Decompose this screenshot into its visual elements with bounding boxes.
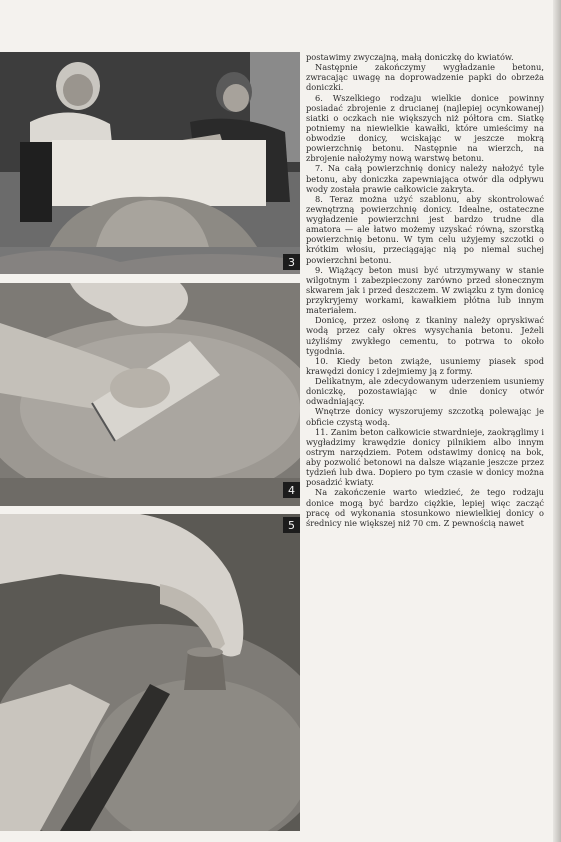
paragraph-spraying: Donicę, przez osłonę z tkaniny należy opryskiwać wodą przez cały okres wysychania betonu. Jeżeli użyliśmy zwykłego cementu, to potrwa to około tygodnia. xyxy=(306,315,544,356)
photo-5-image xyxy=(0,514,300,831)
paragraph-smoothing: Następnie zakończymy wygładzanie betonu, zwracając uwagę na doprowadzenie papki do obrzeża doniczki. xyxy=(306,62,544,93)
paragraph-step-11: 11. Zanim beton całkowicie stwardnieje, zaokrąglimy i wygładzimy krawędzie donicy pilnikiem albo innym ostrym narzędziem. Potem odstawimy donicę na bok, aby pozwolić betonowi na dalsze wiązanie jeszcze przez tydzień lub dwa. Dopiero po tym czasie w donicy można posadzić kwiaty. xyxy=(306,426,544,488)
photo-number-3: 3 xyxy=(283,254,300,270)
paragraph-step-6: 6. Wszelkiego rodzaju wielkie donice powinny posiadać zbrojenie z drucianej (najlepiej ocynkowanej) siatki o oczkach nie większych niż półtora cm. Siatkę potniemy na niewielkie kawałki, które umieścimy na obwodzie donicy, wciskając w jeszcze mokrą powierzchnię betonu. Następnie na wierzch, na zbrojenie nałożymy nową warstwę betonu. xyxy=(306,92,544,164)
photo-3 xyxy=(0,52,300,274)
page-edge-shadow xyxy=(553,0,561,842)
paragraph-conclusion: Na zakończenie warto wiedzieć, że tego rodzaju donice mogą być bardzo ciężkie, lepiej więc zacząć pracę od wykonania stosunkowo niewielkiej donicy o średnicy nie większej niż 70 cm. Z pewnością nawet xyxy=(306,487,544,528)
photo-number-5: 5 xyxy=(283,517,300,533)
photo-3-image xyxy=(0,52,300,274)
paragraph-step-9: 9. Wiążący beton musi być utrzymywany w stanie wilgotnym i zabezpieczony zarówno przed słonecznym skwarem jak i przed deszczem. W związku z tym donicę przykryjemy workami, kawałkiem płótna lub innym materiałem. xyxy=(306,264,544,316)
paragraph-scrubbing: Wnętrze donicy wyszorujemy szczotką polewając je obficie czystą wodą. xyxy=(306,406,544,427)
paragraph-step-10: 10. Kiedy beton zwiąże, usuniemy piasek spod krawędzi donicy i zdejmiemy ją z formy. xyxy=(306,355,544,376)
photo-5 xyxy=(0,514,300,831)
paragraph-step-8: 8. Teraz można użyć szablonu, aby skontrolować zewnętrzną powierzchnię donicy. Idealne, ostateczne wygładzenie powierzchni jest bardzo trudne dla amatora — ale łatwo możemy uzyskać równą, szorstką powierzchnię betonu. W tym celu użyjemy szczotki o krótkim włosiu, przeciągając nią po niemal suchej powierzchni betonu. xyxy=(306,193,544,265)
paragraph-continuation: postawimy zwyczajną, małą doniczkę do kwiatów. xyxy=(306,52,514,62)
photo-number-4: 4 xyxy=(283,482,300,498)
photo-4-image xyxy=(0,283,300,506)
photo-4 xyxy=(0,283,300,506)
paragraph-step-7: 7. Na całą powierzchnię donicy należy nałożyć tyle betonu, aby doniczka zapewniająca otwór dla odpływu wody została prawie całkowicie zakryta. xyxy=(306,163,544,194)
paragraph-removal: Delikatnym, ale zdecydowanym uderzeniem usuniemy doniczkę, pozostawiając w dnie donicy otwór odwadniający. xyxy=(306,376,544,407)
article-text-column xyxy=(306,52,544,528)
